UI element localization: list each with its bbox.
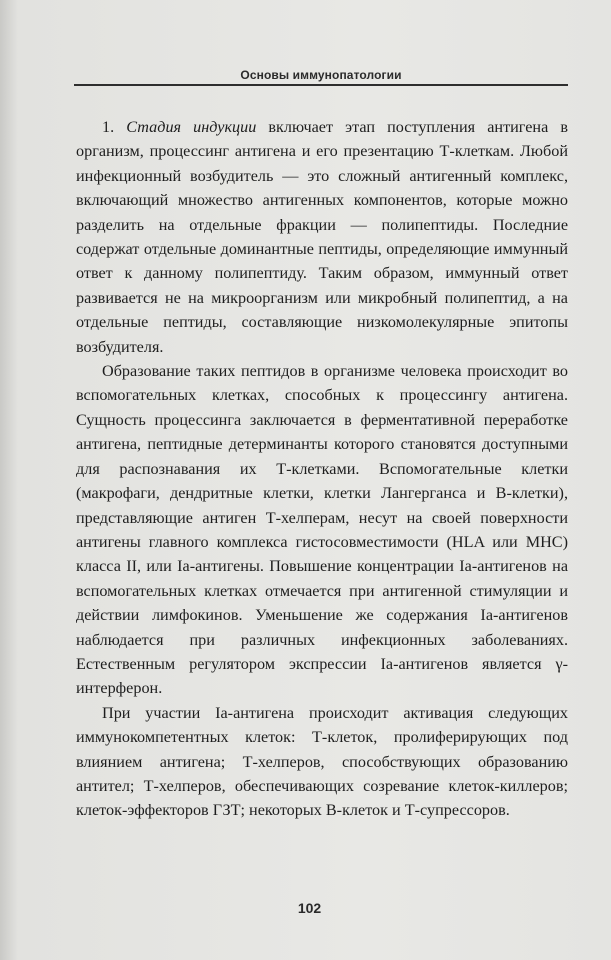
paragraph-peptide-formation: Образование таких пептидов в организме человека происходит во вспомогательных клетках, способных к процессингу антигена. Сущность процессинга заключается в ферментативной переработке антигена, пептидные детерминанты которого становятся доступными для распознавания их Т-клетками. Вспомогательные клетки (макрофаги, дендритные клетки, клетки Лангерганса и В-клетки), представляющие антиген Т-хелперам, несут на своей поверхности антигены главного комплекса гистосовместимости (HLA или МНС) класса II, или Ia-антигены. Повышение концентрации Ia-антигенов на вспомогательных клетках отмечается при антигенной стимуляции и действии лимфокинов. Уменьшение же содержания Ia-антигенов наблюдается при различных инфекционных заболеваниях. Естественным регулятором экспрессии Ia-антигенов является γ-интерферон. [76, 362, 568, 698]
running-head: Основы иммунопатологии [240, 68, 402, 82]
italic-term: Стадия индукции [126, 118, 257, 136]
paragraph-ia-antigen: При участии Ia-антигена происходит активация следующих иммунокомпетентных клеток: Т-клеток, пролиферирующих под влиянием антигена; Т-хелперов, способствующих образованию антител; Т-хелперов, обеспечивающих созревание клеток-киллеров; клеток-эффекторов ГЗТ; некоторых В-клеток и Т-супрессоров. [76, 703, 568, 820]
paragraph-stage-induction [76, 115, 568, 359]
paragraph-text: включает этап поступления антигена в организм, процессинг антигена и его презентацию Т-клеткам. Любой инфекционный возбудитель — это сложный антигенный комплекс, включающий множество антигенных компонентов, которые можно разделить на отдельные фракции — полипептиды. Последние содержат отдельные доминантные пептиды, определяющие иммунный ответ к данному полипептиду. Таким образом, иммунный ответ развивается не на микроорганизм или микробный полипептид, а на отдельные пептиды, составляющие низкомолекулярные эпитопы возбудителя. [76, 118, 569, 356]
list-number: 1. [102, 118, 127, 136]
header-rule [74, 84, 568, 86]
body-text [76, 115, 568, 823]
page-number: 102 [297, 900, 322, 916]
